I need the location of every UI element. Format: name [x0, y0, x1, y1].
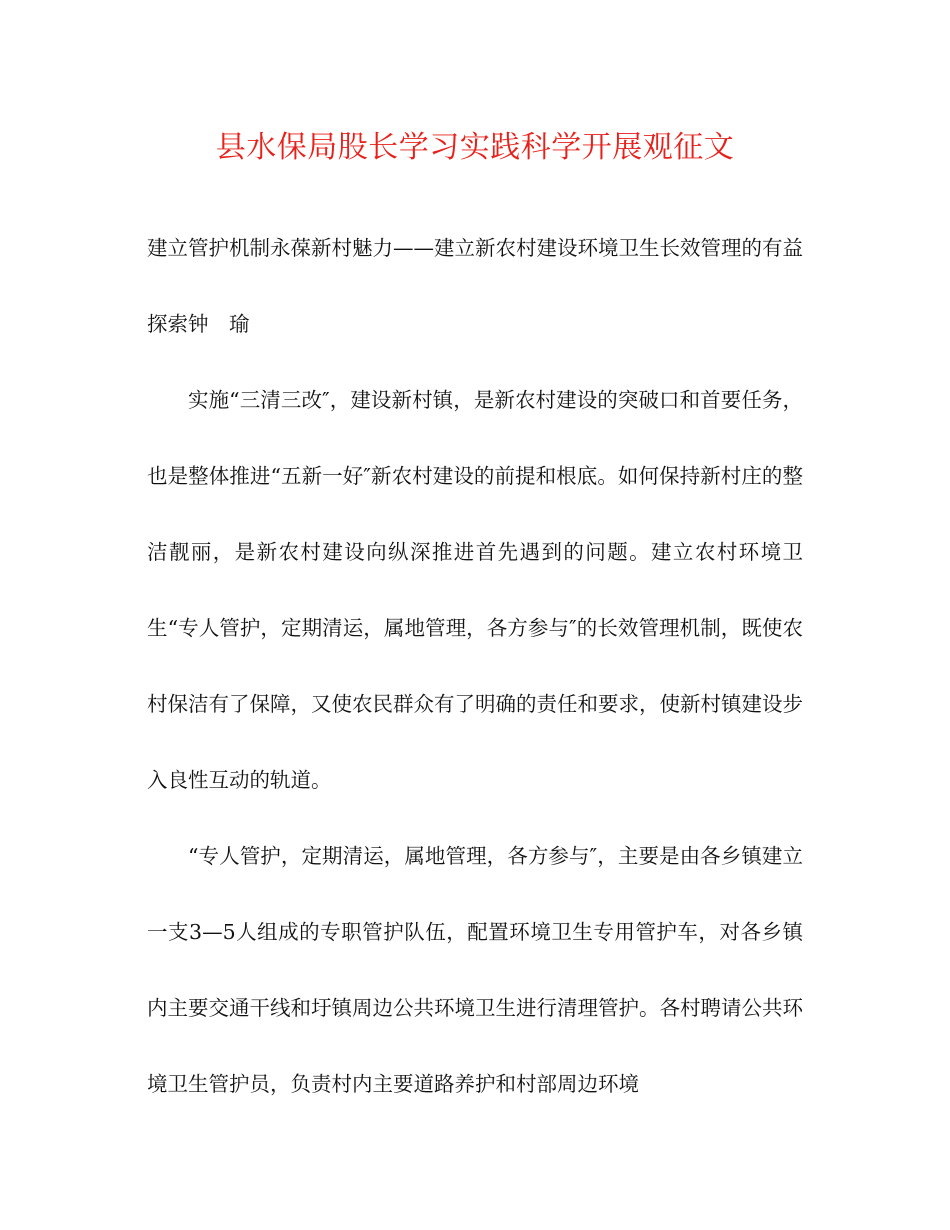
- document-title: 县水保局股长学习实践科学开展观征文: [215, 130, 735, 165]
- document-body: [147, 210, 803, 1122]
- paragraph-2: “专人管护，定期清运，属地管理，各方参与″，主要是由各乡镇建立一支3—5人组成的专职管护队伍，配置环境卫生专用管护车，对各乡镇内主要交通干线和圩镇周边公共环境卫生进行清理管护。各村聘请公共环境卫生管护员，负责村内主要道路养护和村部周边环境: [147, 844, 803, 1096]
- document-subtitle: 建立管护机制永葆新村魅力——建立新农村建设环境卫生长效管理的有益探索钟 瑜: [147, 236, 803, 336]
- paragraph-1: 实施“三清三改″，建设新村镇，是新农村建设的突破口和首要任务，也是整体推进“五新一好″新农村建设的前提和根底。如何保持新村庄的整洁靓丽，是新农村建设向纵深推进首先遇到的问题。建立农村环境卫生“专人管护，定期清运，属地管理，各方参与″的长效管理机制，既使农村保洁有了保障，又使农民群众有了明确的责任和要求，使新村镇建设步入良性互动的轨道。: [147, 388, 803, 792]
